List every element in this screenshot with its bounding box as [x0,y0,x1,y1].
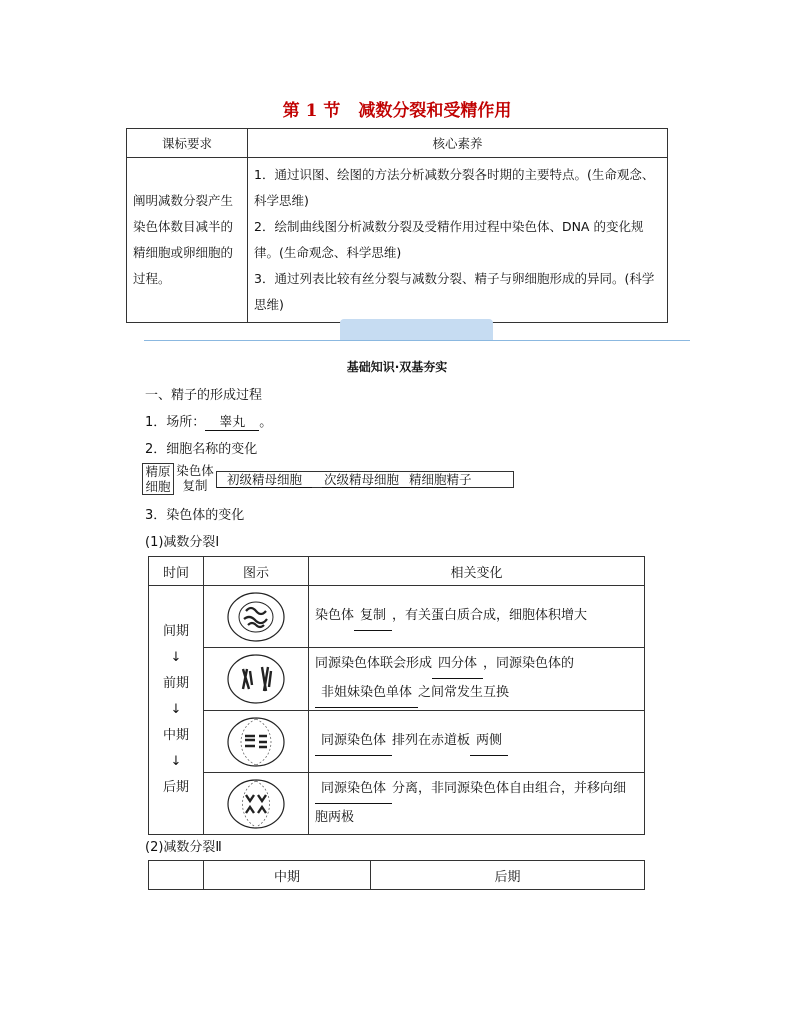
meiosis1-label: (1)减数分裂Ⅰ [145,535,220,550]
change-prophase [309,648,645,711]
answer-primary-spermatocyte: 初级精母细胞 [217,472,312,488]
meiosis2-table [148,860,645,890]
meiosis2-label: (2)减数分裂Ⅱ [145,840,222,855]
answer-replication: 复制 [354,602,392,631]
literacy-item: 1．通过识图、绘图的方法分析减数分裂各时期的主要特点。(生命观念、科学思维) [254,167,655,208]
answer-testis: 睾丸 [205,411,259,431]
section-topic: 减数分裂和受精作用 [358,101,512,121]
phase-anaphase: 后期 [162,780,189,795]
phase-arrow: ↓ [170,754,182,769]
figure-interphase-cell [204,586,309,648]
flow-start-line: 细胞 [145,479,171,494]
item-cell-names: 2．细胞名称的变化 [145,442,258,457]
change-interphase [309,586,645,648]
literacy-item: 2．绘制曲线图分析减数分裂及受精作用过程中染色体、DNA 的变化规律。(生命观念、科学思维) [254,219,644,260]
metaphase-cell-diagram [226,716,286,768]
meiosis1-table [148,556,645,835]
literacy-item: 3．通过列表比较有丝分裂与减数分裂、精子与卵细胞形成的异同。(科学思维) [254,271,655,312]
phase-column [149,586,204,835]
phase-arrow: ↓ [170,702,182,717]
answer-nonsister-chromatids: 非姐妹染色单体 [315,679,418,708]
header-literacy: 核心素养 [248,129,668,158]
flow-end: 精子 [446,472,472,487]
meiosis2-corner [149,861,204,890]
item-location [145,411,272,431]
change-metaphase [309,711,645,773]
phase-interphase: 间期 [162,624,189,639]
answer-both-sides: 两侧 [470,727,508,756]
header-standards: 课标要求 [127,129,248,158]
section-divider [144,340,690,341]
change-text: ，有关蛋白质合成，细胞体积增大 [392,608,588,623]
anaphase-cell-diagram [226,778,286,830]
phase-metaphase: 中期 [162,728,189,743]
interphase-cell-diagram [226,591,286,643]
answer-spermatid: 精细胞 [401,472,447,488]
figure-metaphase-cell [204,711,309,773]
change-text: 排列在赤道板 [392,733,471,748]
flow-arrow [175,463,215,493]
answer-secondary-spermatocyte: 次级精母细胞 [324,472,400,487]
literacy-list [248,158,668,323]
part-heading: 一、精子的形成过程 [145,388,263,403]
section-heading: 基础知识·双基夯实 [346,360,448,374]
answer-homologous-chromosomes: 同源染色体 [315,775,392,804]
item-chromosome-changes: 3．染色体的变化 [145,508,245,523]
col-changes: 相关变化 [309,557,645,586]
phase-prophase: 前期 [162,676,189,691]
prophase-cell-diagram [226,653,286,705]
col-metaphase2: 中期 [204,861,371,890]
change-text: 分离，非同源染色体自由组合，并移向细胞两极 [315,781,627,825]
flow-arrow-top: 染色体 [176,463,214,478]
phase-arrow: ↓ [170,650,182,665]
answer-tetrad: 四分体 [432,650,483,679]
change-text: ，同源染色体的 [483,656,575,671]
flow-start [142,463,174,495]
change-text: 之间常发生互换 [418,685,510,700]
figure-anaphase-cell [204,773,309,835]
section-number: 第 1 节 [282,101,341,121]
change-text: 同源染色体联会形成 [315,656,433,671]
col-figure: 图示 [204,557,309,586]
item-location-label: 1．场所： [145,415,206,430]
answer-homologous-pairs: 同源染色体 [315,727,392,756]
figure-prophase-cell [204,648,309,711]
standards-table [126,128,668,323]
standards-requirement: 阐明减数分裂产生染色体数目减半的精细胞或卵细胞的过程。 [127,158,248,323]
punctuation: 。 [259,415,273,430]
flow-stages [216,471,514,488]
change-text: 染色体 [315,608,355,623]
change-anaphase [309,773,645,835]
col-time: 时间 [149,557,204,586]
flow-arrow-bottom: 复制 [182,478,208,493]
flow-start-line: 精原 [145,464,171,479]
col-anaphase2: 后期 [371,861,645,890]
cell-name-flow [142,463,522,493]
section-banner-tab [340,319,493,340]
page-title [0,96,794,121]
